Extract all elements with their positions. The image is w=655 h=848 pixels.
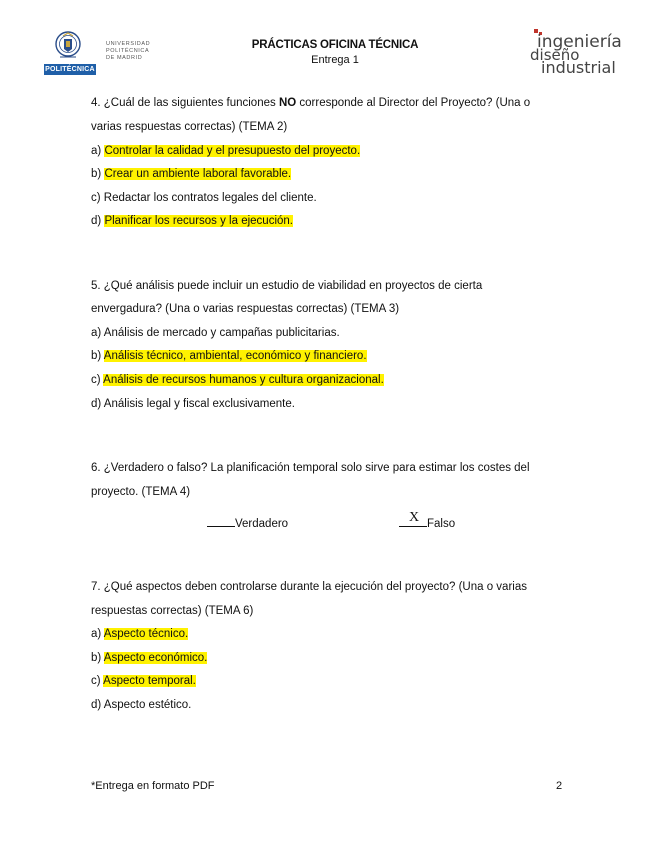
logo-line-3: industrial xyxy=(541,58,616,77)
document-subtitle: Entrega 1 xyxy=(311,54,359,66)
question-4-line-1: 4. ¿Cuál de las siguientes funciones NO corresponde al Director del Proyecto? (Una o xyxy=(91,97,531,109)
q4-option-c: c) Redactar los contratos legales del cliente. xyxy=(91,192,317,204)
logo-line-1: ingeniería xyxy=(537,32,622,52)
q4-option-a: a) Controlar la calidad y el presupuesto del proyecto. xyxy=(91,145,361,157)
question-4-line-2: varias respuestas correctas) (TEMA 2) xyxy=(91,121,288,133)
question-6-line-2: proyecto. (TEMA 4) xyxy=(91,486,191,498)
highlighted-answer: Aspecto técnico. xyxy=(103,628,189,640)
highlighted-answer: Análisis de recursos humanos y cultura organizacional. xyxy=(103,374,384,386)
q7-option-a: a) Aspecto técnico. xyxy=(91,628,189,640)
true-option: Verdadero xyxy=(207,515,288,532)
false-blank xyxy=(399,510,427,527)
true-blank xyxy=(207,515,235,527)
highlighted-answer: Análisis técnico, ambiental, económico y financiero. xyxy=(103,350,367,362)
document-header xyxy=(210,38,460,67)
question-5-line-1: 5. ¿Qué análisis puede incluir un estudio de viabilidad en proyectos de cierta xyxy=(91,280,483,292)
upm-band: POLITÉCNICA xyxy=(45,66,95,73)
q4-option-d: d) Planificar los recursos y la ejecución. xyxy=(91,215,293,227)
footer-note: *Entrega en formato PDF xyxy=(91,780,215,792)
question-7-line-2: respuestas correctas) (TEMA 6) xyxy=(91,605,254,617)
highlighted-answer: Aspecto temporal. xyxy=(103,675,196,687)
question-7-line-1: 7. ¿Qué aspectos deben controlarse durante la ejecución del proyecto? (Una o varias xyxy=(91,581,527,593)
logo-line-2: diseño xyxy=(530,46,580,64)
q7-option-c: c) Aspecto temporal. xyxy=(91,675,196,687)
q5-option-b: b) Análisis técnico, ambiental, económico y financiero. xyxy=(91,350,367,362)
upm-logo xyxy=(44,30,154,74)
highlighted-answer: Planificar los recursos y la ejecución. xyxy=(104,215,293,227)
q4-option-b: b) Crear un ambiente laboral favorable. xyxy=(91,168,292,180)
false-option: X Falso xyxy=(399,515,455,532)
document-title: PRÁCTICAS OFICINA TÉCNICA xyxy=(251,39,419,51)
question-5-line-2: envergadura? (Una o varias respuestas correctas) (TEMA 3) xyxy=(91,303,400,315)
page-number: 2 xyxy=(556,780,563,792)
q5-option-a: a) Análisis de mercado y campañas publicitarias. xyxy=(91,327,340,339)
q5-option-c: c) Análisis de recursos humanos y cultura organizacional. xyxy=(91,374,384,386)
answer-mark: X xyxy=(409,510,420,525)
highlighted-answer: Crear un ambiente laboral favorable. xyxy=(104,168,292,180)
school-logo xyxy=(520,28,620,76)
highlighted-answer: Aspecto económico. xyxy=(103,652,208,664)
q7-option-d: d) Aspecto estético. xyxy=(91,699,192,711)
highlighted-answer: Controlar la calidad y el presupuesto del proyecto. xyxy=(104,145,361,157)
q7-option-b: b) Aspecto económico. xyxy=(91,652,208,664)
question-6-line-1: 6. ¿Verdadero o falso? La planificación temporal solo sirve para estimar los costes del xyxy=(91,462,530,474)
upm-logo-text: UNIVERSIDAD POLITÉCNICA DE MADRID xyxy=(106,41,151,61)
university-crest-icon xyxy=(54,30,82,62)
q5-option-d: d) Análisis legal y fiscal exclusivamente. xyxy=(91,398,295,410)
